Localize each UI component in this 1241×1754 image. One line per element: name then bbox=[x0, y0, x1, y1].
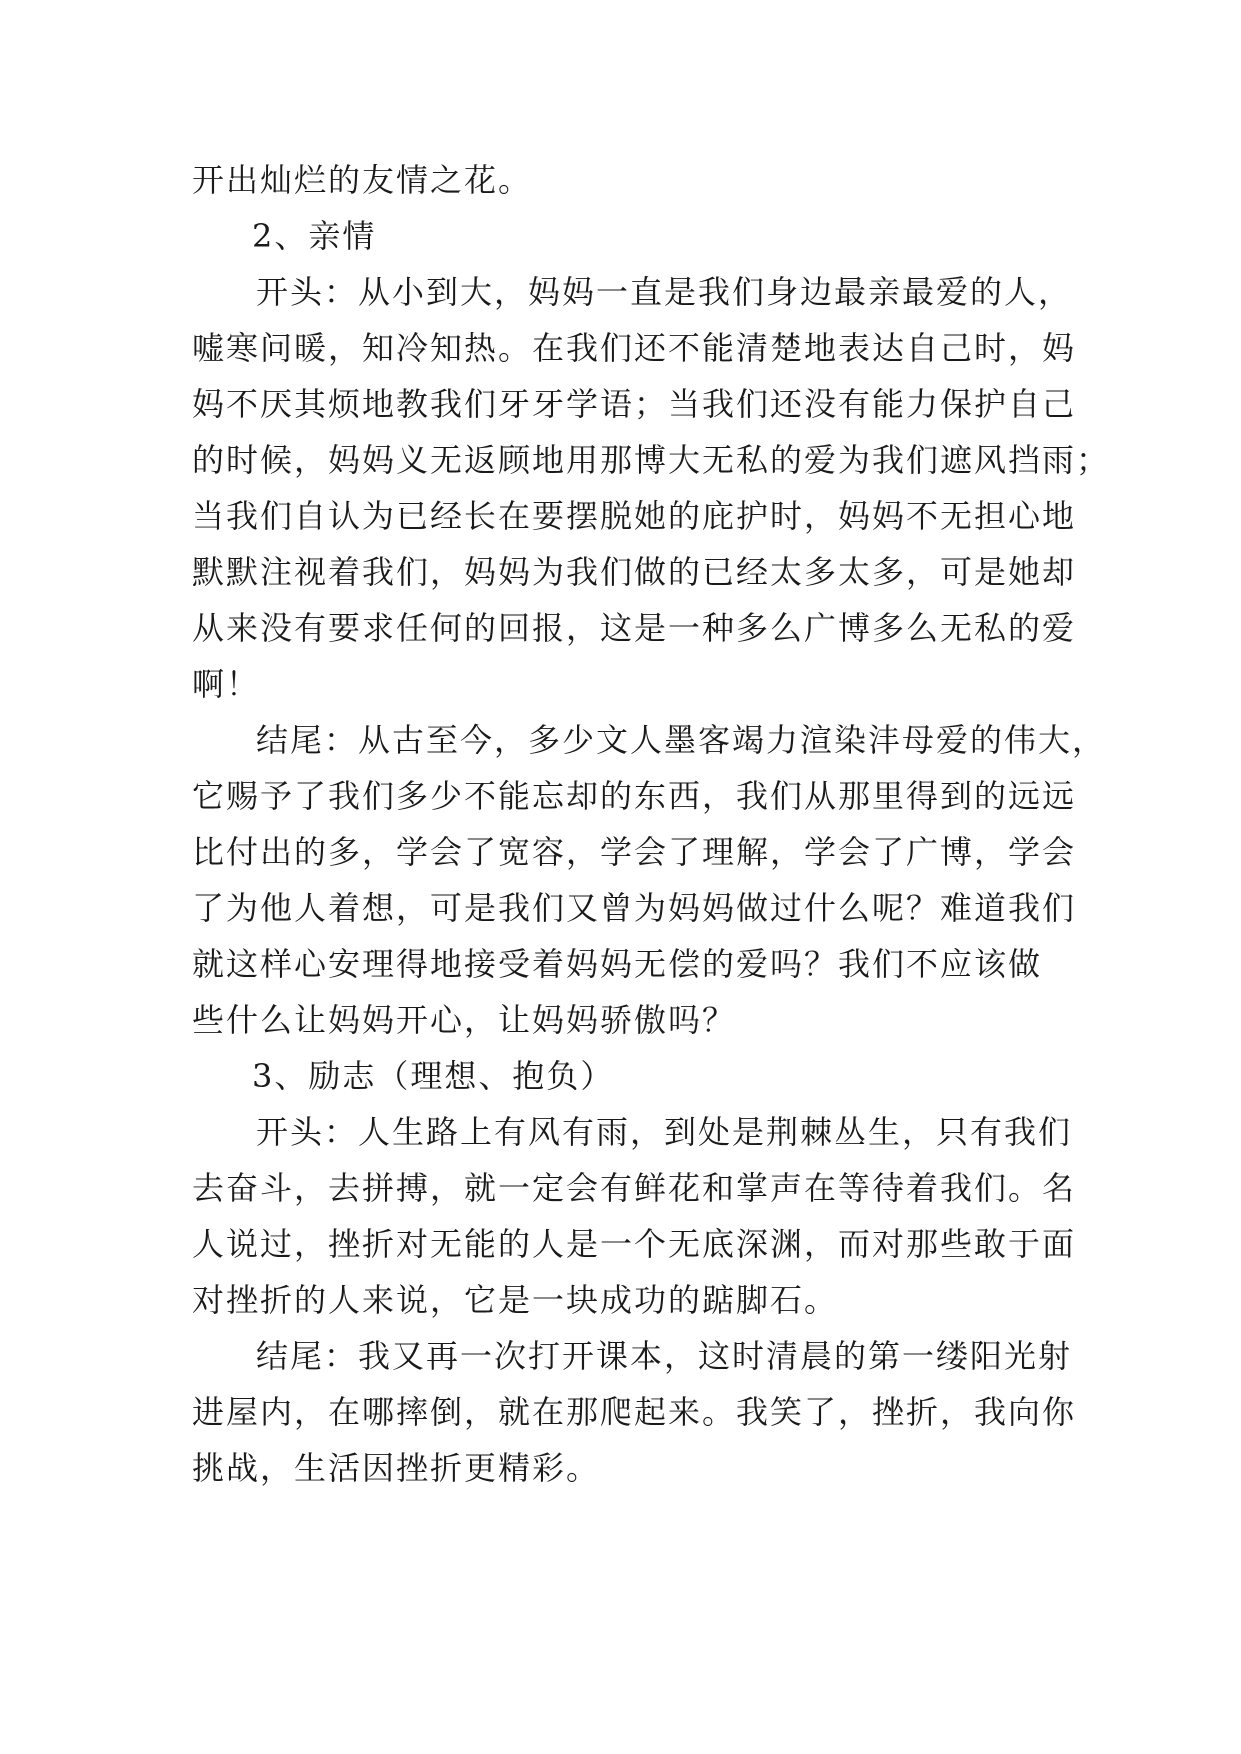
section-heading-family: 2、亲情 bbox=[252, 217, 377, 255]
text-line: 嘘寒问暖，知冷知热。在我们还不能清楚地表达自己时，妈 bbox=[192, 329, 1077, 367]
text-line: 结尾：我又再一次打开课本，这时清晨的第一缕阳光射 bbox=[256, 1337, 1073, 1375]
text-line: 去奋斗，去拼搏，就一定会有鲜花和掌声在等待着我们。名 bbox=[192, 1169, 1077, 1207]
text-line: 进屋内，在哪摔倒，就在那爬起来。我笑了，挫折，我向你 bbox=[192, 1393, 1077, 1431]
text-line: 就这样心安理得地接受着妈妈无偿的爱吗？我们不应该做 bbox=[192, 945, 1043, 983]
text-line: 了为他人着想，可是我们又曾为妈妈做过什么呢？难道我们 bbox=[192, 889, 1077, 927]
text-line: 它赐予了我们多少不能忘却的东西，我们从那里得到的远远 bbox=[192, 777, 1077, 815]
text-line: 当我们自认为已经长在要摆脱她的庇护时，妈妈不无担心地 bbox=[192, 497, 1077, 535]
section-heading-inspiration: 3、励志（理想、抱负） bbox=[252, 1057, 615, 1095]
text-line: 开头：从小到大，妈妈一直是我们身边最亲最爱的人， bbox=[256, 273, 1073, 311]
text-line: 结尾：从古至今，多少文人墨客竭力渲染沣母爱的伟大， bbox=[256, 721, 1107, 759]
text-line: 人说过，挫折对无能的人是一个无底深渊，而对那些敢于面 bbox=[192, 1225, 1077, 1263]
text-line: 开头：人生路上有风有雨，到处是荆棘丛生，只有我们 bbox=[256, 1113, 1073, 1151]
text-line: 的时候，妈妈义无返顾地用那博大无私的爱为我们遮风挡雨； bbox=[192, 441, 1111, 479]
text-line: 从来没有要求任何的回报，这是一种多么广博多么无私的爱 bbox=[192, 609, 1077, 647]
text-line: 些什么让妈妈开心，让妈妈骄傲吗？ bbox=[192, 1001, 737, 1039]
text-line: 妈不厌其烦地教我们牙牙学语；当我们还没有能力保护自己 bbox=[192, 385, 1077, 423]
text-line: 默默注视着我们，妈妈为我们做的已经太多太多，可是她却 bbox=[192, 553, 1077, 591]
document-body bbox=[192, 152, 1111, 1496]
text-line: 啊！ bbox=[192, 665, 261, 703]
text-line: 挑战，生活因挫折更精彩。 bbox=[192, 1449, 601, 1487]
text-line: 对挫折的人来说，它是一块成功的踮脚石。 bbox=[192, 1281, 839, 1319]
text-line: 开出灿烂的友情之花。 bbox=[192, 161, 533, 199]
text-line: 比付出的多，学会了宽容，学会了理解，学会了广博，学会 bbox=[192, 833, 1077, 871]
